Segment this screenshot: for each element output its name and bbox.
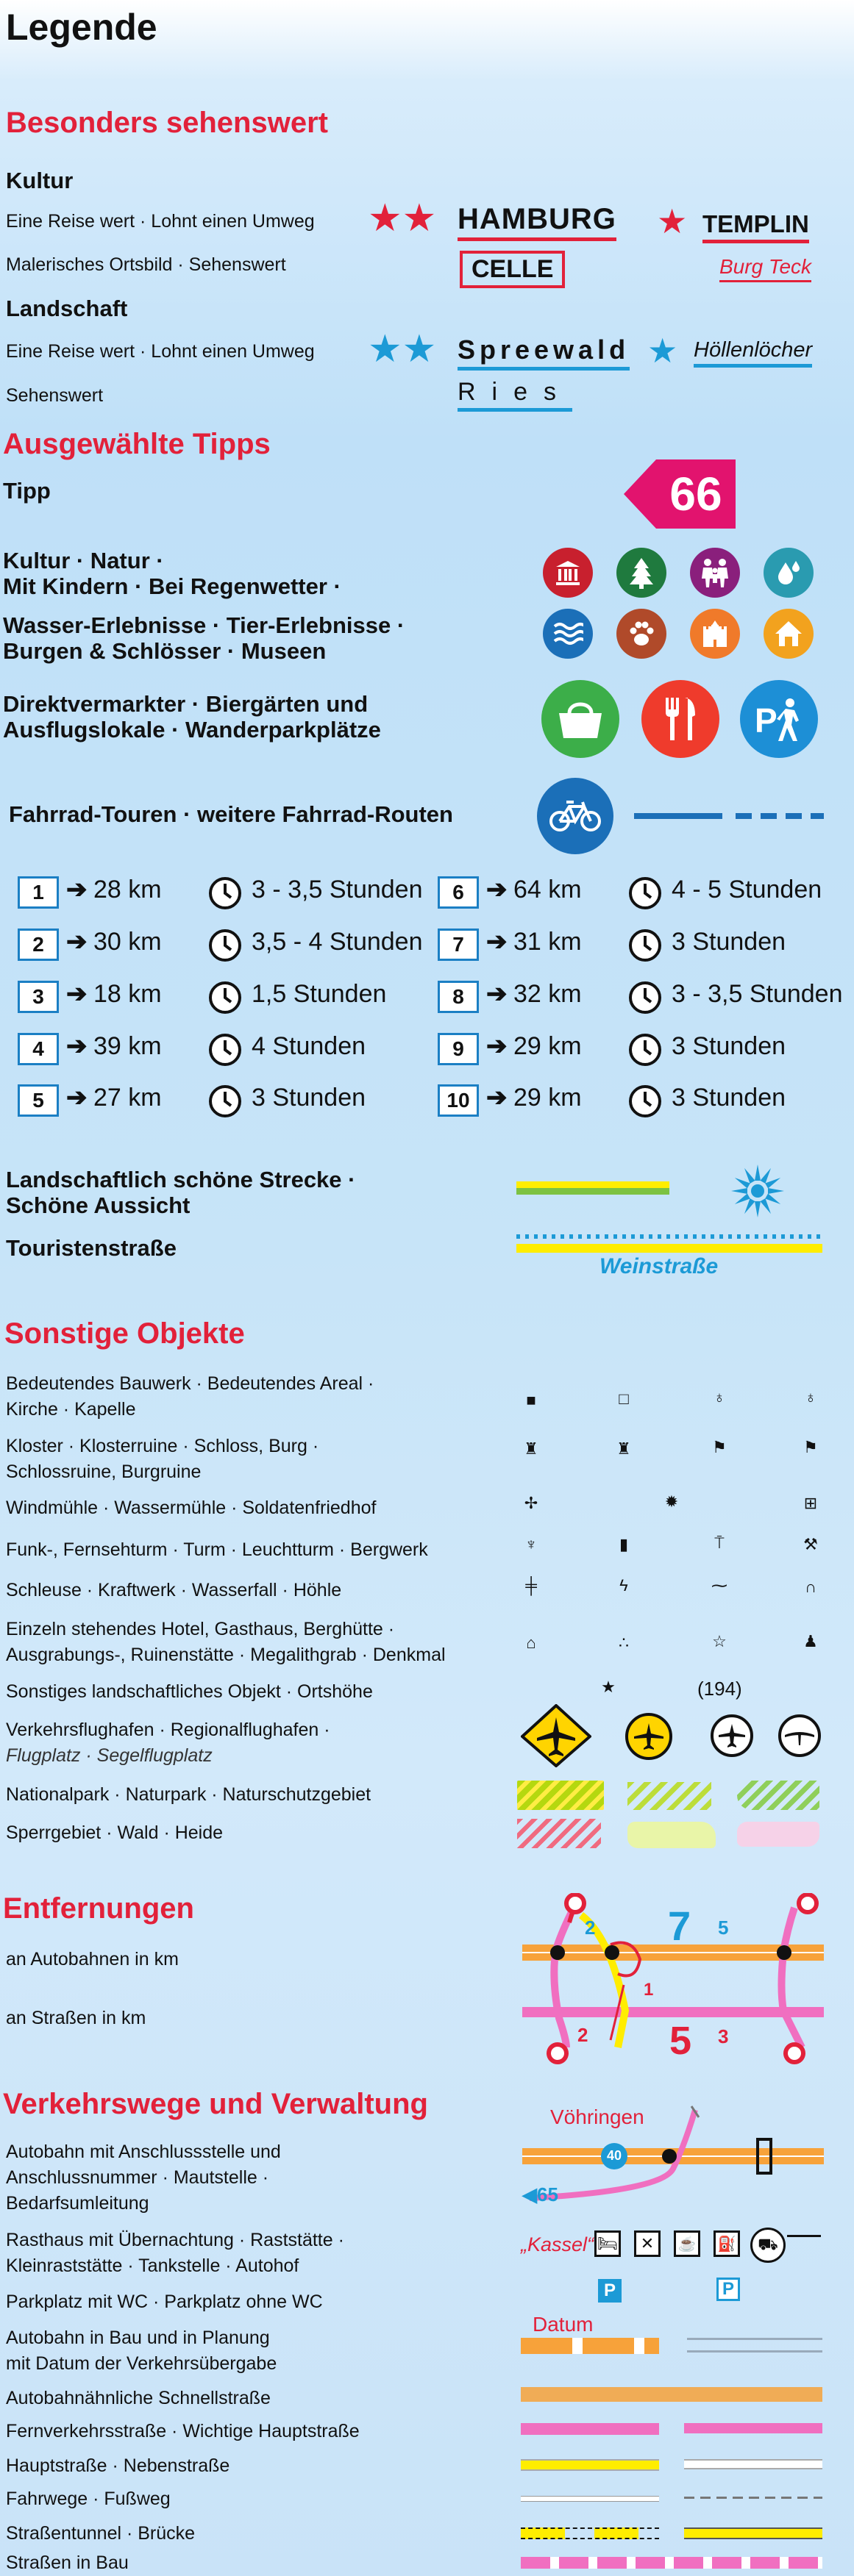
klosterruine-icon: ♜ <box>616 1439 631 1458</box>
verkehr-v5: Autobahnähnliche Schnellstraße <box>6 2388 271 2408</box>
verkehr-v1: Autobahn mit Anschlussstelle und <box>6 2142 281 2162</box>
distance-autobahn-5: 5 <box>718 1917 729 1939</box>
rasthaus-bed-icon: 🛏 <box>594 2230 621 2257</box>
verkehr-v1c: Bedarfsumleitung <box>6 2193 149 2214</box>
tipps-line4: Burgen & Schlösser · Museen <box>3 638 327 664</box>
megalithgrab-icon: ☆ <box>712 1632 727 1650</box>
autohof-connector <box>787 2235 821 2237</box>
tour-duration: 3 Stunden <box>252 1084 366 1112</box>
turm-icon: ▮ <box>619 1535 629 1553</box>
clock-icon <box>207 928 243 967</box>
distance-strasse-2: 2 <box>577 2024 588 2046</box>
nationalpark-swatch <box>517 1781 604 1810</box>
windmuehle-icon: ✢ <box>524 1494 538 1512</box>
arrow-right-icon: ➔ <box>66 928 88 956</box>
example-burg-teck: Burg Teck <box>719 255 811 282</box>
exit-number-badge: 40 <box>606 2148 622 2163</box>
entfernung-strassen-label: an Straßen in km <box>6 2008 146 2028</box>
tipps-line3: Wasser-Erlebnisse · Tier-Erlebnisse · <box>3 612 405 638</box>
kleinraststaette-cup-icon: ☕ <box>674 2230 700 2257</box>
tour-duration: 3 Stunden <box>672 1032 786 1060</box>
arrow-right-icon: ➔ <box>486 928 508 956</box>
touristenstrasse-line <box>516 1244 822 1253</box>
bauwerk-square-icon: ■ <box>526 1391 536 1409</box>
tour-duration: 3,5 - 4 Stunden <box>252 928 423 956</box>
example-spreewald: Spreewald <box>458 334 630 371</box>
verkehrsflughafen-icon <box>521 1704 591 1771</box>
strassentunnel-line <box>521 2527 659 2539</box>
funkturm-icon: ♆ <box>524 1535 538 1553</box>
kultur-label: Kultur <box>6 168 74 193</box>
clock-icon <box>207 1032 243 1071</box>
flugplatz-icon <box>711 1714 753 1757</box>
fussweg-line <box>684 2497 822 2499</box>
umleitung-number: 65 <box>537 2183 558 2205</box>
tipps-line6: Ausflugslokale · Wanderparkplätze <box>3 717 381 743</box>
schnellstrasse-line <box>521 2387 822 2402</box>
datum-label: Datum <box>533 2313 594 2336</box>
tankstelle-icon: ⛽ <box>714 2230 740 2257</box>
tour-number-badge: 2 <box>18 929 59 961</box>
sonstige-r6b: Ausgrabungs-, Ruinenstätte · Megalithgrab · Denkmal <box>6 1645 446 1665</box>
kultur-row1-text: Eine Reise wert · Lohnt einen Umweg <box>6 211 315 232</box>
hoehle-icon: ∩ <box>805 1578 816 1596</box>
verkehr-v3: Parkplatz mit WC · Parkplatz ohne WC <box>6 2291 323 2312</box>
verkehr-v8: Fahrwege · Fußweg <box>6 2489 171 2509</box>
one-blue-star-icon: ★ <box>647 332 678 370</box>
tour-duration: 3 Stunden <box>672 1084 786 1112</box>
sonstige-r5: Schleuse · Kraftwerk · Wasserfall · Höhle <box>6 1580 342 1600</box>
kapelle-icon: ♁ <box>804 1388 817 1406</box>
kultur-row2-text: Malerisches Ortsbild · Sehenswert <box>6 254 286 275</box>
kloster-icon: ♜ <box>524 1439 538 1458</box>
denkmal-icon: ♟ <box>803 1632 818 1650</box>
sonstige-r6: Einzeln stehendes Hotel, Gasthaus, Berghütte · <box>6 1619 395 1639</box>
tipp-pointer-icon <box>624 459 656 529</box>
clock-icon <box>627 876 663 915</box>
nebenstrasse-line <box>684 2459 822 2469</box>
tour-duration: 4 - 5 Stunden <box>672 876 822 904</box>
regenwetter-drops-icon <box>764 548 814 598</box>
verkehr-v7: Hauptstraße · Nebenstraße <box>6 2455 230 2476</box>
arrow-right-icon: ➔ <box>486 876 508 904</box>
verkehr-v9: Straßentunnel · Brücke <box>6 2523 196 2544</box>
ausgrabung-icon: ∴ <box>619 1634 629 1652</box>
svg-text:P: P <box>755 701 778 740</box>
sonstige-r7: Sonstiges landschaftliches Objekt · Ortshöhe <box>6 1681 373 1702</box>
umleitung-arrow-icon: ◀ <box>522 2183 537 2205</box>
raststaette-cutlery-icon: ✕ <box>634 2230 661 2257</box>
arrow-right-icon: ➔ <box>66 1084 88 1112</box>
tour-number-badge: 5 <box>18 1084 59 1117</box>
kinder-family-icon <box>690 548 740 598</box>
segelflugplatz-icon <box>778 1714 821 1757</box>
example-templin: TEMPLIN <box>702 210 809 243</box>
bruecke-line <box>684 2527 822 2539</box>
museen-house-icon <box>764 609 814 659</box>
autohof-icon: ⛟ <box>750 2228 786 2263</box>
fahrrad-label: Fahrrad-Touren · weitere Fahrrad-Routen <box>9 801 453 827</box>
tour-number-badge: 9 <box>438 1033 479 1065</box>
sonstige-r2: Kloster · Klosterruine · Schloss, Burg · <box>6 1436 319 1456</box>
sonstige-r2b: Schlossruine, Burgruine <box>6 1461 202 1482</box>
tipp-badge: 66 <box>656 459 736 529</box>
autobahn-planung-line <box>687 2338 822 2353</box>
arrow-right-icon: ➔ <box>486 1032 508 1060</box>
section-heading-verkehr: Verkehrswege und Verwaltung <box>3 2088 428 2120</box>
tier-paw-icon <box>616 609 666 659</box>
section-heading-entfernungen: Entfernungen <box>3 1892 194 1925</box>
tour-duration: 3 - 3,5 Stunden <box>252 876 423 904</box>
strassen-in-bau-line <box>521 2557 822 2569</box>
verkehr-v4b: mit Datum der Verkehrsübergabe <box>6 2353 277 2374</box>
distance-strasse-5: 5 <box>669 2019 692 2063</box>
wasserfall-icon: ⁓ <box>711 1576 727 1595</box>
parkplatz-ohne-wc-icon: P <box>716 2278 740 2301</box>
two-blue-stars-icon: ★★ <box>368 328 437 371</box>
entfernungen-diagram <box>515 1893 831 2073</box>
distance-autobahn-2: 2 <box>585 1917 596 1939</box>
regionalflughafen-icon <box>625 1713 672 1760</box>
arrow-right-icon: ➔ <box>486 980 508 1008</box>
tour-number-badge: 10 <box>438 1084 479 1117</box>
bergwerk-icon: ⚒ <box>803 1535 818 1553</box>
kirche-icon: ♁ <box>713 1388 726 1406</box>
sonstige-r10: Sperrgebiet · Wald · Heide <box>6 1822 224 1843</box>
wanderparkplatz-hiker-icon <box>740 680 818 758</box>
landschaftliches-objekt-icon: ★ <box>601 1678 616 1696</box>
sonstige-r8b: Flugplatz · Segelflugplatz <box>6 1745 213 1766</box>
example-hamburg: HAMBURG <box>458 203 616 241</box>
parkplatz-wc-icon: P <box>598 2279 622 2303</box>
verkehr-v1b: Anschlussnummer · Mautstelle · <box>6 2167 269 2188</box>
clock-icon <box>207 1084 243 1123</box>
direktvermarkter-basket-icon <box>541 680 619 758</box>
example-hoellenloecher: Höllenlöcher <box>694 338 812 368</box>
verkehr-v2b: Kleinraststätte · Tankstelle · Autohof <box>6 2255 299 2276</box>
page-title: Legende <box>6 7 157 48</box>
sonstige-r1b: Kirche · Kapelle <box>6 1399 136 1420</box>
tour-number-badge: 7 <box>438 929 479 961</box>
arrow-right-icon: ➔ <box>66 980 88 1008</box>
verkehr-v10: Straßen in Bau <box>6 2552 129 2573</box>
naturpark-swatch <box>627 1782 711 1810</box>
tipps-line1: Kultur · Natur · <box>3 548 164 573</box>
distance-autobahn-7: 7 <box>668 1903 691 1949</box>
schleuse-icon: ╪ <box>525 1576 537 1595</box>
clock-icon <box>627 980 663 1019</box>
fahrrad-bicycle-icon <box>537 778 613 854</box>
wasser-waves-icon <box>543 609 593 659</box>
kraftwerk-icon: ϟ <box>619 1576 628 1595</box>
tour-distance: 29 km <box>513 1084 582 1112</box>
sperrgebiet-swatch <box>517 1819 601 1848</box>
hauptstrasse-line <box>521 2459 659 2471</box>
autobahn-diagram <box>515 2103 831 2217</box>
fahrweg-line <box>521 2496 659 2502</box>
natur-tree-icon <box>616 548 666 598</box>
tipps-line2: Mit Kindern · Bei Regenwetter · <box>3 573 341 599</box>
example-ries: Ries <box>458 378 572 412</box>
sonstige-r9: Nationalpark · Naturpark · Naturschutzgebiet <box>6 1784 371 1805</box>
umleitung-label <box>522 2183 558 2206</box>
tour-distance: 39 km <box>93 1032 162 1060</box>
sonstige-r1: Bedeutendes Bauwerk · Bedeutendes Areal · <box>6 1373 374 1394</box>
tour-distance: 27 km <box>93 1084 162 1112</box>
kultur-museum-icon <box>543 548 593 598</box>
wald-swatch <box>627 1822 716 1848</box>
tour-distance: 32 km <box>513 980 582 1008</box>
hotel-icon: ⌂ <box>526 1634 536 1652</box>
fahrrad-route-dashed-line <box>736 813 824 819</box>
weinstrasse-label: Weinstraße <box>599 1254 719 1278</box>
landschaft-row1-text: Eine Reise wert · Lohnt einen Umweg <box>6 341 315 362</box>
touristenstrasse-label: Touristenstraße <box>6 1235 177 1261</box>
tour-distance: 28 km <box>93 876 162 904</box>
autobahn-in-bau-line <box>521 2338 659 2354</box>
tipp-label: Tipp <box>3 478 51 504</box>
areal-square-outline-icon: □ <box>619 1389 629 1408</box>
section-heading-sehenswert: Besonders sehenswert <box>6 107 328 139</box>
section-heading-sonstige: Sonstige Objekte <box>4 1317 245 1350</box>
section-heading-tipps: Ausgewählte Tipps <box>3 428 271 460</box>
tour-duration: 3 - 3,5 Stunden <box>672 980 843 1008</box>
naturschutzgebiet-swatch <box>737 1781 819 1810</box>
kassel-label: „Kassel“ <box>521 2233 594 2255</box>
burgen-castle-icon <box>690 609 740 659</box>
arrow-right-icon: ➔ <box>486 1084 508 1112</box>
two-red-stars-icon: ★★ <box>368 197 437 240</box>
verkehr-v4: Autobahn in Bau und in Planung <box>6 2328 270 2348</box>
arrow-right-icon: ➔ <box>66 876 88 904</box>
arrow-right-icon: ➔ <box>66 1032 88 1060</box>
biergarten-cutlery-icon <box>641 680 719 758</box>
tipps-line5: Direktvermarkter · Biergärten und <box>3 691 369 717</box>
entfernung-autobahn-label: an Autobahnen in km <box>6 1949 179 1969</box>
tour-number-badge: 6 <box>438 876 479 909</box>
schoene-strecke-line2: Schöne Aussicht <box>6 1192 191 1218</box>
scenic-route-line <box>516 1181 669 1195</box>
touristenstrasse-dots <box>516 1234 822 1239</box>
soldatenfriedhof-icon: ⊞ <box>803 1494 818 1512</box>
verkehr-v6: Fernverkehrsstraße · Wichtige Hauptstraße <box>6 2421 360 2441</box>
fahrrad-tour-line <box>634 813 722 819</box>
clock-icon <box>627 1084 663 1123</box>
fernverkehrsstrasse-line <box>521 2423 659 2435</box>
distance-strasse-3: 3 <box>718 2025 729 2047</box>
ortshoehe-value: (194) <box>697 1678 742 1700</box>
burgruine-icon: ⚑ <box>803 1438 818 1456</box>
landschaft-row2-text: Sehenswert <box>6 385 104 406</box>
sonstige-r4: Funk-, Fernsehturm · Turm · Leuchtturm · Bergwerk <box>6 1539 428 1560</box>
schoene-strecke-line1: Landschaftlich schöne Strecke · <box>6 1167 356 1192</box>
tour-duration: 3 Stunden <box>672 928 786 956</box>
tour-duration: 4 Stunden <box>252 1032 366 1060</box>
tour-distance: 64 km <box>513 876 582 904</box>
wassermuehle-icon: ✹ <box>664 1492 679 1511</box>
leuchtturm-icon: ⍑ <box>714 1534 725 1552</box>
tour-number-badge: 8 <box>438 981 479 1013</box>
schloss-icon: ⚑ <box>712 1438 727 1456</box>
tour-number-badge: 3 <box>18 981 59 1013</box>
sonstige-r3: Windmühle · Wassermühle · Soldatenfriedhof <box>6 1498 377 1518</box>
tour-duration: 1,5 Stunden <box>252 980 387 1008</box>
heide-swatch <box>737 1822 819 1847</box>
voehringen-label: Vöhringen <box>550 2105 644 2128</box>
tour-distance: 30 km <box>93 928 162 956</box>
schoene-aussicht-icon <box>730 1163 786 1223</box>
distance-strasse-1: 1 <box>644 1980 654 2000</box>
wichtige-hauptstrasse-line <box>684 2423 822 2433</box>
tour-number-badge: 4 <box>18 1033 59 1065</box>
tour-distance: 31 km <box>513 928 582 956</box>
tour-distance: 18 km <box>93 980 162 1008</box>
tour-distance: 29 km <box>513 1032 582 1060</box>
example-celle: CELLE <box>460 251 565 288</box>
sonstige-r8: Verkehrsflughafen · Regionalflughafen · <box>6 1720 330 1740</box>
landschaft-label: Landschaft <box>6 296 128 321</box>
one-red-star-icon: ★ <box>657 202 688 240</box>
clock-icon <box>207 980 243 1019</box>
verkehr-v2: Rasthaus mit Übernachtung · Raststätte · <box>6 2230 344 2250</box>
clock-icon <box>627 928 663 967</box>
clock-icon <box>207 876 243 915</box>
tour-number-badge: 1 <box>18 876 59 909</box>
clock-icon <box>627 1032 663 1071</box>
